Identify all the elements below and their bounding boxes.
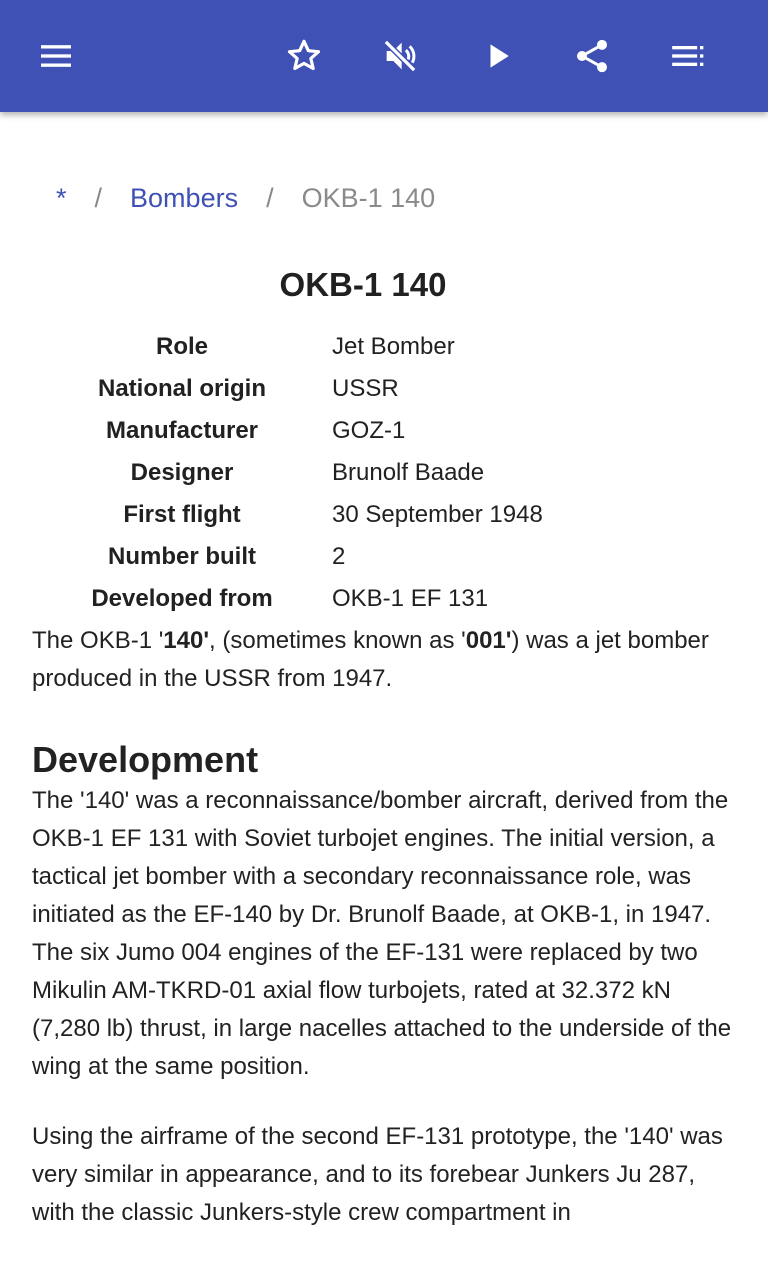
intro-paragraph [32, 622, 732, 698]
share-icon [572, 36, 612, 76]
infobox-row [60, 536, 543, 578]
breadcrumb-home-link[interactable]: * [56, 182, 67, 213]
infobox-value: Jet Bomber [332, 333, 455, 360]
infobox-label: Manufacturer [105, 417, 259, 444]
infobox-table [60, 326, 543, 620]
breadcrumb-category-link[interactable]: Bombers [130, 182, 239, 213]
intro-text: The OKB-1 ' [32, 627, 164, 654]
infobox-row [60, 410, 543, 452]
menu-icon [36, 36, 76, 76]
menu-button[interactable] [28, 28, 84, 84]
infobox-label: Developed from [91, 585, 273, 612]
body-paragraph: Using the airframe of the second EF-131 prototype, the '140' was very similar in appearance, and to its forebear Junkers Ju 287, with the classic Junkers-style crew compartment in [32, 1123, 723, 1226]
intro-text: , (sometimes known as ' [209, 627, 466, 654]
play-button[interactable] [470, 28, 526, 84]
body-paragraph: The '140' was a reconnaissance/bomber aircraft, derived from the OKB-1 EF 131 with Soviet turbojet engines. The initial version, a tactical jet bomber with a secondary reconnaissance role, was initiated as the EF-140 by Dr. Brunolf Baade, at OKB-1, in 1947. The six Jumo 004 engines of the EF-131 were replaced by two Mikulin AM-TKRD-01 axial flow turbojets, rated at 32.372 kN (7,280 lb) thrust, in large nacelles attached to the underside of the wing at the same position. [32, 787, 732, 1080]
play-icon [478, 36, 518, 76]
infobox-row [60, 494, 543, 536]
breadcrumb-current: OKB-1 140 [301, 182, 436, 213]
app-bar [0, 0, 768, 112]
intro-bold-text: 140' [163, 627, 210, 654]
intro-text: ) was a jet bomber produced in the USSR from 1947. [32, 627, 709, 692]
infobox-value: 2 [332, 543, 346, 570]
share-button[interactable] [564, 28, 620, 84]
contents-button[interactable] [660, 28, 716, 84]
favorite-button[interactable] [276, 28, 332, 84]
star-outline-icon [284, 36, 324, 76]
breadcrumb-separator: / [266, 182, 274, 213]
infobox-value: USSR [332, 375, 399, 402]
infobox-row [60, 578, 543, 620]
infobox-value: OKB-1 EF 131 [332, 585, 489, 612]
playlist-icon [668, 36, 708, 76]
infobox-row [60, 368, 543, 410]
volume-off-icon [380, 36, 420, 76]
section-heading: Development [32, 739, 259, 780]
infobox-value: GOZ-1 [332, 417, 406, 444]
infobox-row [60, 326, 543, 368]
page-title: OKB-1 140 [279, 266, 447, 303]
breadcrumb [56, 178, 435, 218]
infobox-label: Role [155, 333, 208, 360]
infobox-label: National origin [98, 375, 266, 402]
mute-button[interactable] [372, 28, 428, 84]
infobox-label: Number built [108, 543, 256, 570]
infobox-value: 30 September 1948 [332, 501, 543, 528]
infobox-label: Designer [130, 459, 234, 486]
breadcrumb-separator: / [94, 182, 103, 213]
infobox-row [60, 452, 543, 494]
intro-bold-text: 001' [465, 627, 512, 654]
infobox-value: Brunolf Baade [332, 459, 485, 486]
article-body [32, 622, 732, 1232]
infobox-label: First flight [123, 501, 241, 528]
